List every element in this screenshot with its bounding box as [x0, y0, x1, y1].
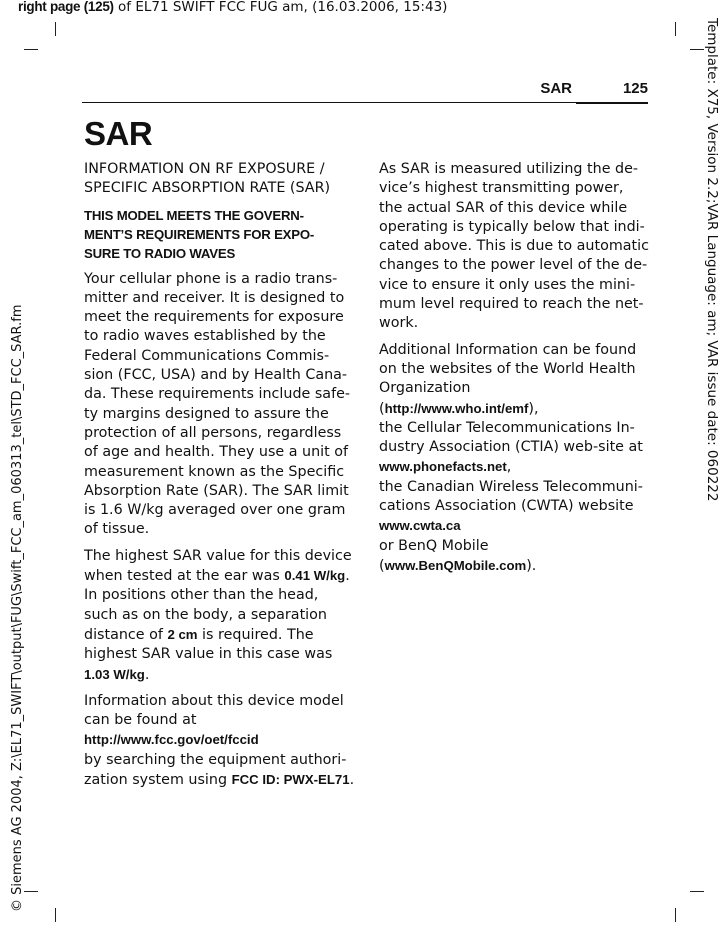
sar-value-body: 1.03 W/kg [84, 666, 145, 682]
text-line [379, 459, 511, 475]
text-line: Your cellular phone is a radio trans- [84, 270, 338, 287]
text-line: cations Association (CWTA) website [379, 498, 634, 515]
text-fragment: zation system using [84, 772, 232, 789]
text-line: Information about this device model [84, 692, 344, 709]
text-line: Organization [379, 380, 471, 397]
text-fragment: distance of [84, 626, 168, 643]
text-fragment: . [144, 666, 150, 683]
ctia-url-link[interactable]: www.phonefacts.net [379, 459, 507, 475]
template-info: Template: X75, Version 2.2;VAR Language: am; VAR issue date: 060222 [704, 18, 720, 502]
text-line: da. These requirements include safe- [84, 386, 351, 403]
sar-value-ear: 0.41 W/kg [284, 568, 346, 584]
text-line: operating is typically below that indi- [379, 218, 645, 235]
text-line [84, 627, 314, 643]
text-line: mum level required to reach the net- [379, 296, 644, 313]
text-line: is 1.6 W/kg averaged over one gram [84, 502, 346, 519]
text-fragment: ). [526, 557, 537, 574]
page-title: SAR [84, 115, 153, 152]
print-job-text: of EL71 SWIFT FCC FUG am, (16.03.2006, 15:43) [113, 0, 448, 15]
crop-mark [675, 22, 676, 36]
text-line: Federal Communications Commis- [84, 347, 330, 364]
text-line: vice’s highest transmitting power, [379, 180, 624, 197]
fcc-id-separator: : [275, 772, 284, 788]
text-line: of age and health. They use a unit of [84, 444, 349, 461]
radio-transmitter-paragraph [84, 270, 359, 540]
crop-mark [55, 908, 56, 922]
intro-paragraph [84, 160, 359, 199]
text-fragment: . [345, 568, 350, 585]
text-line: to radio waves established by the [84, 328, 326, 345]
separation-distance: 2 cm [167, 626, 198, 642]
text-line: such as on the body, a separation [84, 606, 327, 623]
text-line: of tissue. [84, 521, 150, 538]
crop-mark [24, 891, 38, 892]
additional-info-paragraph [379, 341, 649, 577]
left-column [84, 160, 359, 797]
text-line: In positions other than the head, [84, 587, 319, 604]
text-line [84, 772, 354, 788]
text-line: can be found at [84, 712, 197, 729]
compliance-heading [84, 206, 359, 263]
fcc-url-link[interactable]: http://www.fcc.gov/oet/fccid [84, 732, 259, 748]
text-line: dustry Association (CTIA) web-site at [379, 439, 643, 456]
text-line: SURE TO RADIO WAVES [84, 245, 236, 261]
text-line: meet the requirements for exposure [84, 309, 344, 326]
text-line [379, 401, 539, 417]
text-line: highest SAR value in this case was [84, 646, 333, 663]
running-header [500, 78, 648, 104]
text-line: As SAR is measured utilizing the de- [379, 161, 639, 177]
right-column [379, 160, 649, 583]
text-line: the Canadian Wireless Telecommuni- [379, 478, 643, 495]
text-fragment: is required. The [197, 626, 314, 643]
text-line: on the websites of the World Health [379, 360, 636, 377]
print-job-label: right page (125) [18, 0, 114, 14]
text-line: protection of all persons, regardless [84, 424, 342, 441]
text-line: The highest SAR value for this device [84, 547, 352, 564]
fcc-id-label: FCC ID [231, 772, 276, 788]
cwta-url-link[interactable]: www.cwta.ca [379, 518, 461, 534]
header-page-number: 125 [622, 80, 648, 97]
text-line: work. [379, 315, 419, 332]
text-fragment: when tested at the ear was [84, 568, 285, 585]
crop-mark [690, 49, 704, 50]
print-job-info [18, 0, 447, 15]
text-line [379, 558, 536, 574]
text-line: by searching the equipment authori- [84, 751, 347, 768]
crop-mark [675, 908, 676, 922]
crop-mark [55, 22, 56, 36]
text-line: measurement known as the Specific [84, 463, 345, 480]
text-line: sion (FCC, USA) and by Health Cana- [84, 367, 348, 384]
text-line: mitter and receiver. It is designed to [84, 289, 345, 306]
text-fragment: . [349, 772, 355, 789]
text-line [84, 568, 350, 584]
who-url-link[interactable]: http://www.who.int/emf [384, 400, 529, 416]
text-fragment: ), [528, 400, 539, 417]
header-rule [82, 102, 648, 103]
measurement-paragraph [379, 160, 649, 334]
text-line: ty margins designed to assure the [84, 405, 329, 422]
text-line: THIS MODEL MEETS THE GOVERN- [84, 207, 304, 223]
text-line [84, 667, 149, 683]
text-line: cated above. This is due to automatic [379, 238, 649, 255]
text-line: Absorption Rate (SAR). The SAR limit [84, 482, 349, 499]
crop-mark [690, 891, 704, 892]
text-line: vice to ensure it only uses the mini- [379, 276, 636, 293]
benq-url-link[interactable]: www.BenQMobile.com [384, 557, 527, 573]
header-section-title: SAR [540, 80, 572, 97]
text-line: changes to the power level of the de- [379, 257, 648, 274]
fcc-id-value: PWX-EL71 [283, 772, 350, 788]
text-line: Additional Information can be found [379, 341, 637, 358]
text-line: MENT’S REQUIREMENTS FOR EXPO- [84, 226, 315, 242]
sar-values-paragraph [84, 547, 359, 685]
text-line: the actual SAR of this device while [379, 199, 628, 216]
fcc-info-paragraph [84, 692, 359, 790]
text-line: INFORMATION ON RF EXPOSURE / [84, 161, 325, 177]
text-fragment: , [506, 459, 512, 476]
text-line: SPECIFIC ABSORPTION RATE (SAR) [84, 180, 331, 197]
text-line: the Cellular Telecommunications In- [379, 419, 635, 436]
text-line: or BenQ Mobile [379, 537, 489, 554]
copyright-file-path: © Siemens AG 2004, Z:\EL71_SWIFT\output\FUG\Swift_FCC_am_060313_tel\STD_FCC_SAR.fm [10, 304, 25, 912]
crop-mark [24, 49, 38, 50]
text-fragment: ( [379, 400, 385, 417]
text-fragment: ( [379, 557, 385, 574]
